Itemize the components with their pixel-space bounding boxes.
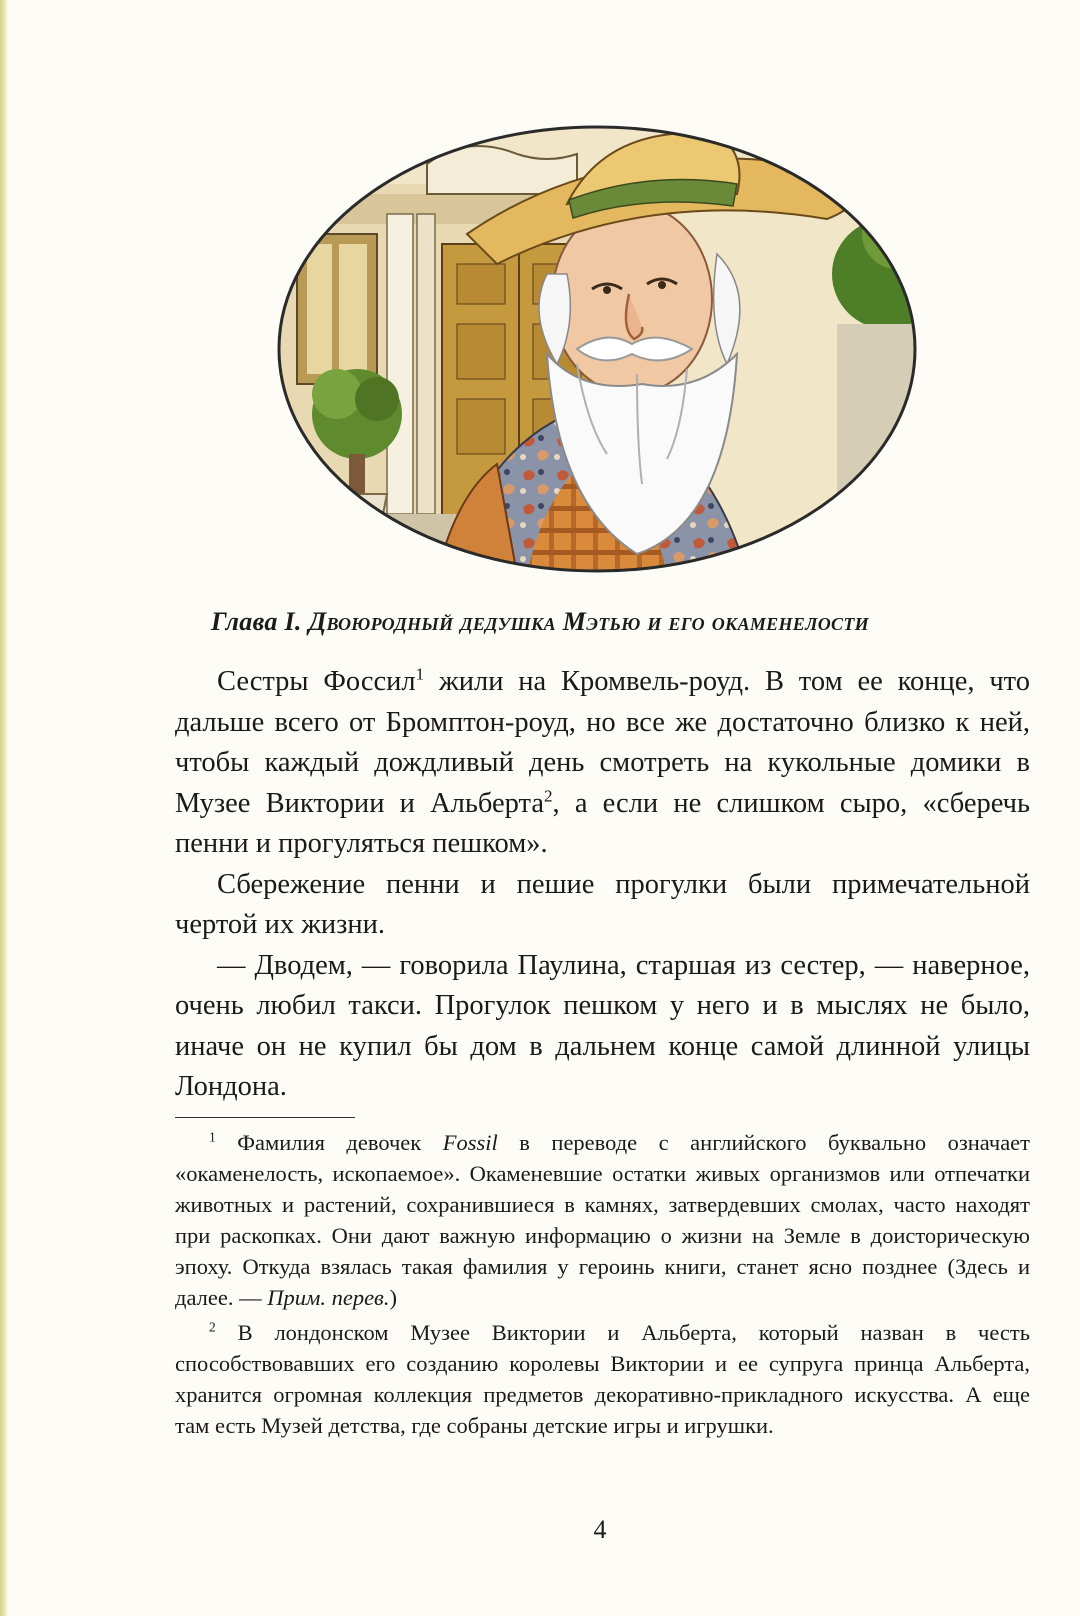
footnote-ref: 2 — [543, 786, 553, 805]
chapter-title — [0, 607, 1080, 637]
footnote-ref: 1 — [415, 664, 425, 684]
footnote-number: 2 — [209, 1319, 216, 1335]
paragraph — [175, 662, 1030, 865]
footnote-number: 1 — [209, 1129, 216, 1145]
foreign-term: Fossil — [442, 1130, 498, 1155]
chapter-name: Двоюродный дедушка Мэтью и его окаменелости — [308, 607, 869, 636]
translator-note: Прим. перев. — [267, 1285, 390, 1310]
footnote-1 — [175, 1127, 1030, 1313]
main-text — [175, 662, 1030, 1108]
paragraph: — Дводем, — говорила Паулина, старшая из сестер, — наверное, очень любил такси. Прогулок пешком у него и в мыслях не было, иначе он не купил бы дом в дальнем конце самой длинной улицы Лондона. — [175, 949, 1030, 1102]
text-run: , а если не слишком сыро, «сберечь пенни и прогуляться пешком». — [175, 787, 1030, 859]
footnotes — [175, 1127, 1030, 1445]
footnote-2 — [175, 1317, 1030, 1441]
footnote-divider — [175, 1117, 355, 1118]
text-run: Фамилия девочек — [215, 1130, 443, 1155]
text-run: Сестры Фоссил — [217, 666, 416, 697]
chapter-number: Глава I. — [211, 607, 302, 636]
paragraph: Сбережение пенни и пешие прогулки были примечательной чертой их жизни. — [175, 868, 1030, 940]
chapter-illustration — [277, 124, 917, 574]
text-run: в переводе с английского буквально означает «окаменелость, ископаемое». Окаменевшие остатки живых организмов или отпечатки животных и растений, сохранившиеся в камнях, затвердевших смолах, часто находят при раскопках. Они дают важную информацию о жизни на Земле в доисторическую эпоху. Откуда взялась такая фамилия у героинь книги, станет ясно позднее (Здесь и далее. — — [175, 1130, 1031, 1310]
text-run: В лондонском Музее Виктории и Альберта, который назван в честь способствовавших его созданию королевы Виктории и ее супруга принца Альберта, хранится огромная коллекция предметов декоративно-прикладного искусства. А еще там есть Музей детства, где собраны детские игры и игрушки. — [175, 1320, 1030, 1438]
page-number: 4 — [593, 1515, 607, 1544]
old-man-portrait-illustration — [277, 124, 917, 574]
text-run: жили на Кромвель-роуд. В том ее конце, что дальше всего от Бромптон-роуд, но все же достаточно близко к ней, чтобы каждый дождливый день смотреть на кукольные домики в Музее Виктории и Альберта — [175, 666, 1030, 819]
text-run: ) — [389, 1285, 397, 1310]
page-edge — [0, 0, 8, 1616]
